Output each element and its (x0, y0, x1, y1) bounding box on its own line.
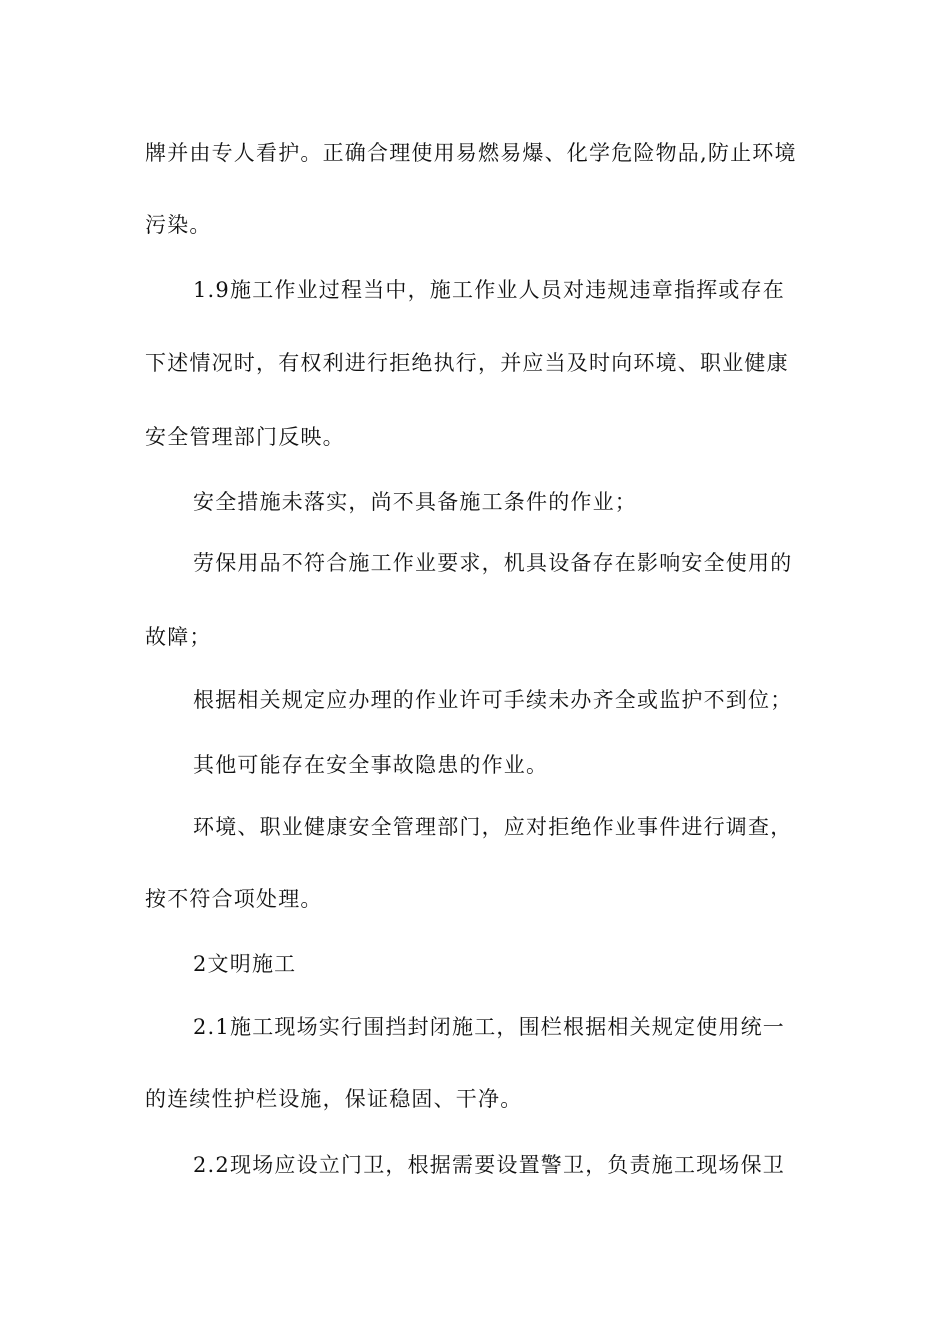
text-line: 环境、职业健康安全管理部门，应对拒绝作业事件进行调查， (193, 815, 793, 839)
text-line: 污染。 (145, 213, 212, 237)
text-line: 故障； (145, 625, 212, 649)
text-line: 其他可能存在安全事故隐患的作业。 (193, 753, 549, 777)
text-line: 2.2现场应设立门卫，根据需要设置警卫，负责施工现场保卫 (193, 1153, 785, 1177)
text-line: 2.1施工现场实行围挡封闭施工，围栏根据相关规定使用统一 (193, 1015, 785, 1039)
text-line: 下述情况时，有权利进行拒绝执行，并应当及时向环境、职业健康 (145, 351, 789, 375)
text-line: 安全管理部门反映。 (145, 425, 345, 449)
text-line: 安全措施未落实，尚不具备施工条件的作业； (193, 490, 637, 514)
text-line: 按不符合项处理。 (145, 887, 323, 911)
text-line: 牌并由专人看护。正确合理使用易燃易爆、化学危险物品,防止环境 (145, 141, 797, 165)
text-line: 的连续性护栏设施，保证稳固、干净。 (145, 1087, 523, 1111)
text-line: 1.9施工作业过程当中，施工作业人员对违规违章指挥或存在 (193, 278, 785, 302)
section-heading: 2文明施工 (193, 952, 297, 976)
text-line: 根据相关规定应办理的作业许可手续未办齐全或监护不到位； (193, 688, 793, 712)
text-line: 劳保用品不符合施工作业要求，机具设备存在影响安全使用的 (193, 551, 793, 575)
